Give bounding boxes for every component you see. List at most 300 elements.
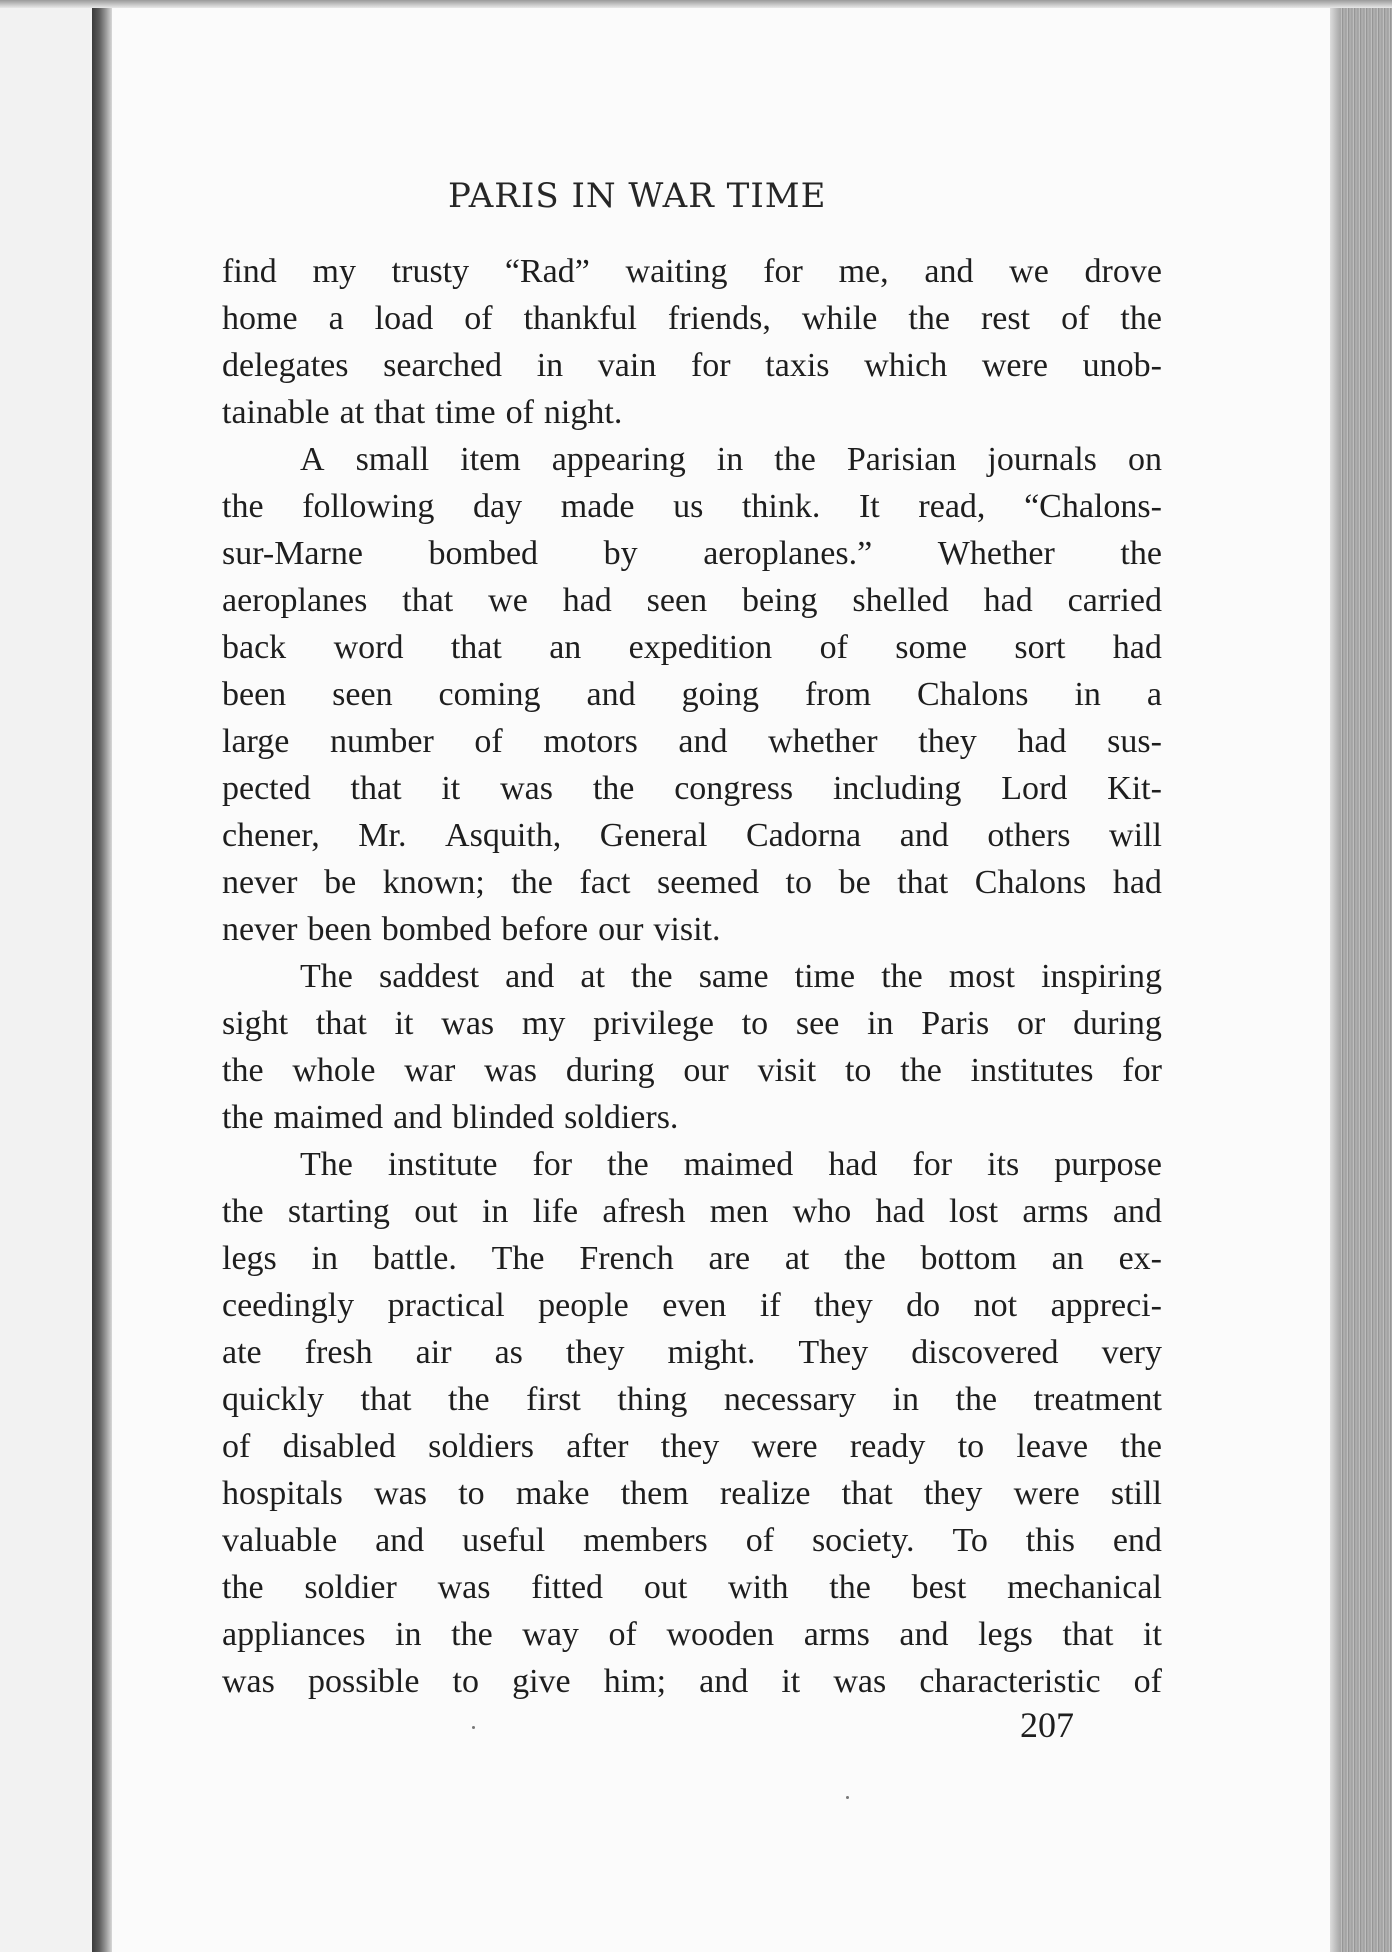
word: who xyxy=(792,1193,852,1230)
word: the xyxy=(222,1052,264,1089)
word: never xyxy=(222,864,298,901)
word: journals xyxy=(987,441,1097,478)
word: that xyxy=(1062,1616,1114,1653)
word: of xyxy=(819,629,848,666)
text-line xyxy=(222,248,1162,295)
word: the xyxy=(448,1381,490,1418)
word: was xyxy=(500,770,553,807)
word: To xyxy=(952,1522,988,1559)
word: fact xyxy=(579,864,631,901)
word: the xyxy=(511,864,553,901)
word: it xyxy=(441,770,461,807)
word: seen xyxy=(332,676,393,713)
word: that xyxy=(374,394,426,431)
word: A xyxy=(300,441,325,478)
word: wooden xyxy=(666,1616,775,1653)
word: of xyxy=(608,1616,637,1653)
word: to xyxy=(741,1005,769,1042)
word: The xyxy=(300,1146,353,1183)
word: during xyxy=(1073,1005,1162,1042)
word: and xyxy=(899,1616,949,1653)
word: were xyxy=(751,1428,818,1465)
word: for xyxy=(912,1146,953,1183)
word: the xyxy=(222,1099,264,1136)
word: in xyxy=(867,1005,894,1042)
word: the xyxy=(955,1381,998,1418)
word: being xyxy=(741,582,818,619)
word: after xyxy=(566,1428,629,1465)
word: whole xyxy=(292,1052,376,1089)
word: with xyxy=(728,1569,789,1606)
text-line xyxy=(222,671,1162,718)
word: end xyxy=(1112,1522,1162,1559)
word: shelled xyxy=(852,582,949,619)
word: They xyxy=(798,1334,869,1371)
word: that xyxy=(897,864,949,901)
word: ready xyxy=(849,1428,926,1465)
word: French xyxy=(579,1240,674,1277)
body-text xyxy=(222,248,1162,1705)
word: home xyxy=(222,300,298,337)
word: for xyxy=(1122,1052,1162,1089)
word: think. xyxy=(741,488,821,525)
word: trusty xyxy=(391,253,470,290)
word: going xyxy=(681,676,760,713)
word: Lord xyxy=(1001,770,1068,807)
word: most xyxy=(948,958,1015,995)
word: ex- xyxy=(1118,1240,1162,1277)
text-line xyxy=(222,1047,1162,1094)
word: unob- xyxy=(1082,347,1162,384)
word: the xyxy=(222,1193,264,1230)
word: General xyxy=(599,817,708,854)
word: him; xyxy=(603,1663,667,1700)
word: legs xyxy=(222,1240,277,1277)
word: was xyxy=(441,1005,495,1042)
word: afresh xyxy=(602,1193,686,1230)
word: in xyxy=(395,1616,422,1653)
word: maimed xyxy=(683,1146,794,1183)
word: aeroplanes xyxy=(222,582,368,619)
word: treatment xyxy=(1033,1381,1162,1418)
word: battle. xyxy=(372,1240,457,1277)
word: of xyxy=(745,1522,775,1559)
word: for xyxy=(763,253,803,290)
page-number: 207 xyxy=(1020,1705,1074,1745)
word: “Chalons- xyxy=(1024,488,1162,525)
word: had xyxy=(875,1193,925,1230)
word: fresh xyxy=(304,1334,373,1371)
word: was xyxy=(222,1663,275,1700)
word: visit xyxy=(757,1052,817,1089)
word: legs xyxy=(978,1616,1033,1653)
word: had xyxy=(1112,629,1162,666)
word: and xyxy=(699,1663,749,1700)
word: searched xyxy=(383,347,503,384)
word: taxis xyxy=(765,347,830,384)
word: thing xyxy=(617,1381,688,1418)
word: waiting xyxy=(625,253,728,290)
word: useful xyxy=(462,1522,546,1559)
word: delegates xyxy=(222,347,349,384)
word: bombed xyxy=(428,535,539,572)
scan-speck xyxy=(472,1726,475,1729)
word: carried xyxy=(1067,582,1162,619)
word: to xyxy=(785,864,812,901)
word: was xyxy=(484,1052,537,1089)
word: they xyxy=(660,1428,720,1465)
word: motors xyxy=(543,723,638,760)
word: appreci- xyxy=(1050,1287,1162,1324)
word: the xyxy=(631,958,673,995)
text-line xyxy=(222,812,1162,859)
word: appliances xyxy=(222,1616,366,1653)
word: visit. xyxy=(653,911,721,948)
word: Cadorna xyxy=(745,817,862,854)
text-line xyxy=(222,1235,1162,1282)
word: the xyxy=(844,1240,886,1277)
word: maimed xyxy=(273,1099,384,1136)
word: ate xyxy=(222,1334,262,1371)
word: purpose xyxy=(1054,1146,1162,1183)
word: bombed xyxy=(381,911,492,948)
word: were xyxy=(1013,1475,1080,1512)
facing-page-edge xyxy=(0,0,96,1952)
text-line xyxy=(222,765,1162,812)
text-line xyxy=(222,1000,1162,1047)
word: time xyxy=(435,394,496,431)
word: to xyxy=(957,1428,985,1465)
word: load xyxy=(374,300,434,337)
word: same xyxy=(698,958,769,995)
word: air xyxy=(415,1334,452,1371)
text-line xyxy=(222,342,1162,389)
word: large xyxy=(222,723,290,760)
word: thankful xyxy=(523,300,637,337)
word: seemed xyxy=(657,864,759,901)
word: aeroplanes.” xyxy=(703,535,873,572)
word: discovered xyxy=(911,1334,1059,1371)
word: life xyxy=(532,1193,579,1230)
word: bottom xyxy=(920,1240,1017,1277)
text-line xyxy=(222,906,1162,953)
word: of xyxy=(474,723,503,760)
word: us xyxy=(673,488,704,525)
word: its xyxy=(987,1146,1020,1183)
word: appearing xyxy=(551,441,686,478)
word: the xyxy=(451,1616,493,1653)
word: during xyxy=(565,1052,655,1089)
word: was xyxy=(437,1569,491,1606)
word: a xyxy=(1146,676,1162,713)
word: in xyxy=(1074,676,1101,713)
word: our xyxy=(598,911,644,948)
word: chener, xyxy=(222,817,320,854)
word: it xyxy=(1143,1616,1162,1653)
word: see xyxy=(795,1005,840,1042)
word: give xyxy=(512,1663,571,1700)
word: war xyxy=(404,1052,456,1089)
word: lost xyxy=(948,1193,999,1230)
word: had xyxy=(1112,864,1162,901)
word: they xyxy=(814,1287,873,1324)
word: in xyxy=(311,1240,339,1277)
word: institutes xyxy=(970,1052,1094,1089)
word: mechanical xyxy=(1007,1569,1162,1606)
word: do xyxy=(906,1287,941,1324)
word: read, xyxy=(918,488,986,525)
word: if xyxy=(759,1287,781,1324)
word: including xyxy=(832,770,962,807)
text-line xyxy=(222,1658,1162,1705)
word: been xyxy=(222,676,287,713)
word: they xyxy=(923,1475,983,1512)
word: whether xyxy=(768,723,878,760)
word: Kit- xyxy=(1107,770,1162,807)
word: and xyxy=(899,817,949,854)
word: starting xyxy=(287,1193,390,1230)
word: will xyxy=(1109,817,1162,854)
word: in xyxy=(536,347,564,384)
word: the xyxy=(1120,535,1162,572)
word: soldier xyxy=(304,1569,397,1606)
word: The xyxy=(300,958,353,995)
text-line xyxy=(222,483,1162,530)
word: friends, xyxy=(667,300,771,337)
text-line xyxy=(222,577,1162,624)
word: of xyxy=(1133,1663,1162,1700)
word: an xyxy=(1051,1240,1084,1277)
word: are xyxy=(708,1240,751,1277)
word: might. xyxy=(667,1334,756,1371)
word: not xyxy=(973,1287,1018,1324)
word: sort xyxy=(1014,629,1066,666)
word: even xyxy=(662,1287,727,1324)
word: an xyxy=(549,629,582,666)
text-line xyxy=(222,1094,1162,1141)
word: the xyxy=(1120,1428,1162,1465)
word: drove xyxy=(1084,253,1162,290)
text-line xyxy=(222,1376,1162,1423)
word: we xyxy=(1009,253,1049,290)
word: never xyxy=(222,911,298,948)
text-line xyxy=(222,1141,1162,1188)
word: that xyxy=(402,582,454,619)
word: necessary xyxy=(723,1381,857,1418)
word: that xyxy=(450,629,502,666)
word: night. xyxy=(543,394,623,431)
word: was xyxy=(833,1663,887,1700)
text-line xyxy=(222,1282,1162,1329)
word: the xyxy=(900,1052,942,1089)
word: congress xyxy=(674,770,794,807)
text-line xyxy=(222,953,1162,1000)
word: made xyxy=(560,488,635,525)
word: day xyxy=(473,488,523,525)
word: men xyxy=(709,1193,769,1230)
text-line xyxy=(222,1517,1162,1564)
text-line xyxy=(222,389,1162,436)
word: be xyxy=(324,864,357,901)
word: of xyxy=(505,394,534,431)
word: practical xyxy=(387,1287,505,1324)
word: Chalons xyxy=(974,864,1087,901)
word: find xyxy=(222,253,277,290)
text-line xyxy=(222,436,1162,483)
word: and xyxy=(1112,1193,1162,1230)
word: ceedingly xyxy=(222,1287,355,1324)
word: sur-Marne xyxy=(222,535,363,572)
word: characteristic xyxy=(919,1663,1101,1700)
word: the xyxy=(222,1569,264,1606)
word: The xyxy=(491,1240,545,1277)
word: arms xyxy=(1022,1193,1089,1230)
word: others xyxy=(987,817,1071,854)
word: while xyxy=(801,300,878,337)
word: in xyxy=(716,441,744,478)
word: and xyxy=(586,676,636,713)
word: at xyxy=(339,394,365,431)
text-line xyxy=(222,1611,1162,1658)
word: the xyxy=(1120,300,1162,337)
word: they xyxy=(918,723,977,760)
text-line xyxy=(222,718,1162,765)
word: saddest xyxy=(378,958,480,995)
word: Parisian xyxy=(846,441,957,478)
word: had xyxy=(828,1146,878,1183)
word: at xyxy=(580,958,605,995)
word: number xyxy=(329,723,434,760)
word: at xyxy=(784,1240,810,1277)
word: realize xyxy=(719,1475,811,1512)
word: of xyxy=(1061,300,1090,337)
word: leave xyxy=(1016,1428,1089,1465)
word: some xyxy=(895,629,968,666)
word: Paris xyxy=(921,1005,990,1042)
word: in xyxy=(892,1381,919,1418)
word: it xyxy=(394,1005,414,1042)
word: out xyxy=(643,1569,688,1606)
word: for xyxy=(532,1146,573,1183)
word: in xyxy=(481,1193,509,1230)
word: make xyxy=(515,1475,590,1512)
word: soldiers xyxy=(428,1428,534,1465)
word: been xyxy=(307,911,372,948)
text-line xyxy=(222,1188,1162,1235)
word: and xyxy=(393,1099,443,1136)
word: inspiring xyxy=(1041,958,1162,995)
word: for xyxy=(690,347,731,384)
word: this xyxy=(1025,1522,1075,1559)
word: rest xyxy=(980,300,1031,337)
word: society. xyxy=(811,1522,915,1559)
word: quickly xyxy=(222,1381,324,1418)
word: members xyxy=(583,1522,708,1559)
word: that xyxy=(315,1005,367,1042)
word: before xyxy=(501,911,589,948)
word: the xyxy=(774,441,816,478)
word: people xyxy=(538,1287,629,1324)
word: seen xyxy=(646,582,708,619)
word: my xyxy=(521,1005,566,1042)
word: from xyxy=(804,676,872,713)
word: institute xyxy=(387,1146,498,1183)
word: the xyxy=(592,770,635,807)
word: fitted xyxy=(531,1569,604,1606)
word: still xyxy=(1110,1475,1162,1512)
word: out xyxy=(414,1193,458,1230)
word: “Rad” xyxy=(504,253,590,290)
text-line xyxy=(222,1564,1162,1611)
word: to xyxy=(458,1475,485,1512)
word: or xyxy=(1017,1005,1046,1042)
word: had xyxy=(1017,723,1067,760)
word: Whether xyxy=(937,535,1055,572)
text-line xyxy=(222,859,1162,906)
word: my xyxy=(312,253,356,290)
word: known; xyxy=(382,864,485,901)
word: of xyxy=(222,1428,251,1465)
word: pected xyxy=(222,770,311,807)
word: as xyxy=(494,1334,523,1371)
word: which xyxy=(864,347,948,384)
word: that xyxy=(360,1381,412,1418)
word: hospitals xyxy=(222,1475,343,1512)
word: by xyxy=(603,535,638,572)
text-line xyxy=(222,1423,1162,1470)
word: the xyxy=(222,488,264,525)
scan-speck xyxy=(846,1796,849,1799)
word: the xyxy=(829,1569,871,1606)
word: word xyxy=(333,629,404,666)
word: we xyxy=(488,582,528,619)
word: the xyxy=(607,1146,649,1183)
word: sus- xyxy=(1107,723,1162,760)
word: the xyxy=(881,958,923,995)
word: had xyxy=(983,582,1033,619)
word: a xyxy=(328,300,344,337)
text-line xyxy=(222,1329,1162,1376)
word: had xyxy=(562,582,612,619)
word: following xyxy=(302,488,435,525)
word: small xyxy=(355,441,430,478)
word: tainable xyxy=(222,394,330,431)
word: valuable xyxy=(222,1522,338,1559)
word: them xyxy=(620,1475,689,1512)
word: be xyxy=(838,864,871,901)
word: way xyxy=(522,1616,579,1653)
word: me, xyxy=(838,253,889,290)
word: Chalons xyxy=(917,676,1029,713)
word: It xyxy=(858,488,880,525)
text-line xyxy=(222,530,1162,577)
word: expedition xyxy=(628,629,773,666)
word: possible xyxy=(307,1663,420,1700)
word: Mr. xyxy=(358,817,407,854)
word: Asquith, xyxy=(445,817,562,854)
word: privilege xyxy=(593,1005,714,1042)
word: on xyxy=(1127,441,1162,478)
word: were xyxy=(981,347,1048,384)
word: soldiers. xyxy=(564,1099,679,1136)
word: blinded xyxy=(452,1099,555,1136)
word: first xyxy=(526,1381,581,1418)
word: the xyxy=(908,300,950,337)
word: back xyxy=(222,629,287,666)
word: vain xyxy=(597,347,657,384)
word: time xyxy=(794,958,856,995)
scan-top-edge xyxy=(0,0,1392,8)
